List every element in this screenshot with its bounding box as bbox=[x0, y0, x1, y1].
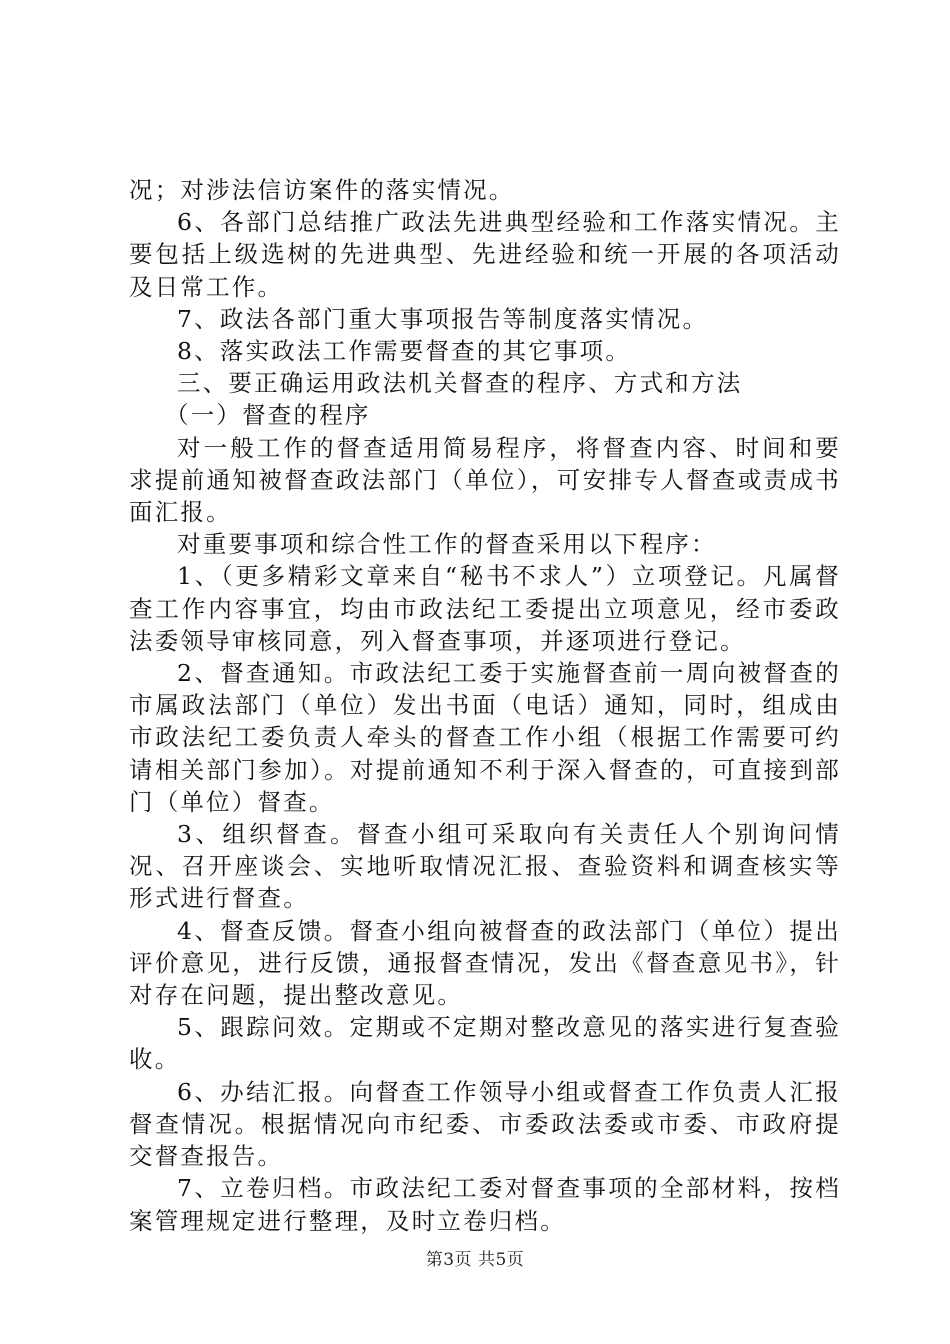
paragraph-step-2: 2、督查通知。市政法纪工委于实施督查前一周向被督查的市属政法部门（单位）发出书面（电话）通知，同时，组成由市政法纪工委负责人牵头的督查工作小组（根据工作需要可约请相关部门参加）。对提前通知不利于深入督查的，可直接到部门（单位）督查。 bbox=[129, 659, 841, 816]
paragraph-item-8: 8、落实政法工作需要督查的其它事项。 bbox=[177, 337, 632, 366]
subsection-heading-1: （一）督查的程序 bbox=[165, 401, 371, 430]
paragraph-step-6: 6、办结汇报。向督查工作领导小组或督查工作负责人汇报督查情况。根据情况向市纪委、市委政法委或市委、市政府提交督查报告。 bbox=[129, 1077, 841, 1171]
paragraph-procedure-intro: 对重要事项和综合性工作的督查采用以下程序： bbox=[177, 530, 717, 559]
paragraph-step-3: 3、组织督查。督查小组可采取向有关责任人个别询问情况、召开座谈会、实地听取情况汇报、查验资料和调查核实等形式进行督查。 bbox=[129, 820, 841, 913]
paragraph-step-5: 5、跟踪问效。定期或不定期对整改意见的落实进行复查验收。 bbox=[129, 1013, 841, 1074]
paragraph-step-7: 7、立卷归档。市政法纪工委对督查事项的全部材料，按档案管理规定进行整理，及时立卷归档。 bbox=[129, 1174, 841, 1235]
page-footer: 第3页 共5页 bbox=[425, 1250, 525, 1270]
paragraph-item-6: 6、各部门总结推广政法先进典型经验和工作落实情况。主要包括上级选树的先进典型、先进经验和统一开展的各项活动及日常工作。 bbox=[129, 208, 841, 301]
paragraph-item-7: 7、政法各部门重大事项报告等制度落实情况。 bbox=[177, 304, 709, 333]
paragraph-simple-procedure: 对一般工作的督查适用简易程序，将督查内容、时间和要求提前通知被督查政法部门（单位），可安排专人督查或责成书面汇报。 bbox=[129, 433, 841, 527]
paragraph-continuation: 况；对涉法信访案件的落实情况。 bbox=[129, 176, 515, 204]
paragraph-step-4: 4、督查反馈。督查小组向被督查的政法部门（单位）提出评价意见，进行反馈，通报督查情况，发出《督查意见书》，针对存在问题，提出整改意见。 bbox=[129, 916, 841, 1010]
section-heading-3: 三、要正确运用政法机关督查的程序、方式和方法 bbox=[177, 369, 743, 398]
document-body bbox=[129, 174, 841, 1237]
paragraph-step-1: 1、（更多精彩文章来自“秘书不求人”）立项登记。凡属督查工作内容事宜，均由市政法纪工委提出立项意见，经市委政法委领导审核同意，列入督查事项，并逐项进行登记。 bbox=[129, 562, 841, 655]
